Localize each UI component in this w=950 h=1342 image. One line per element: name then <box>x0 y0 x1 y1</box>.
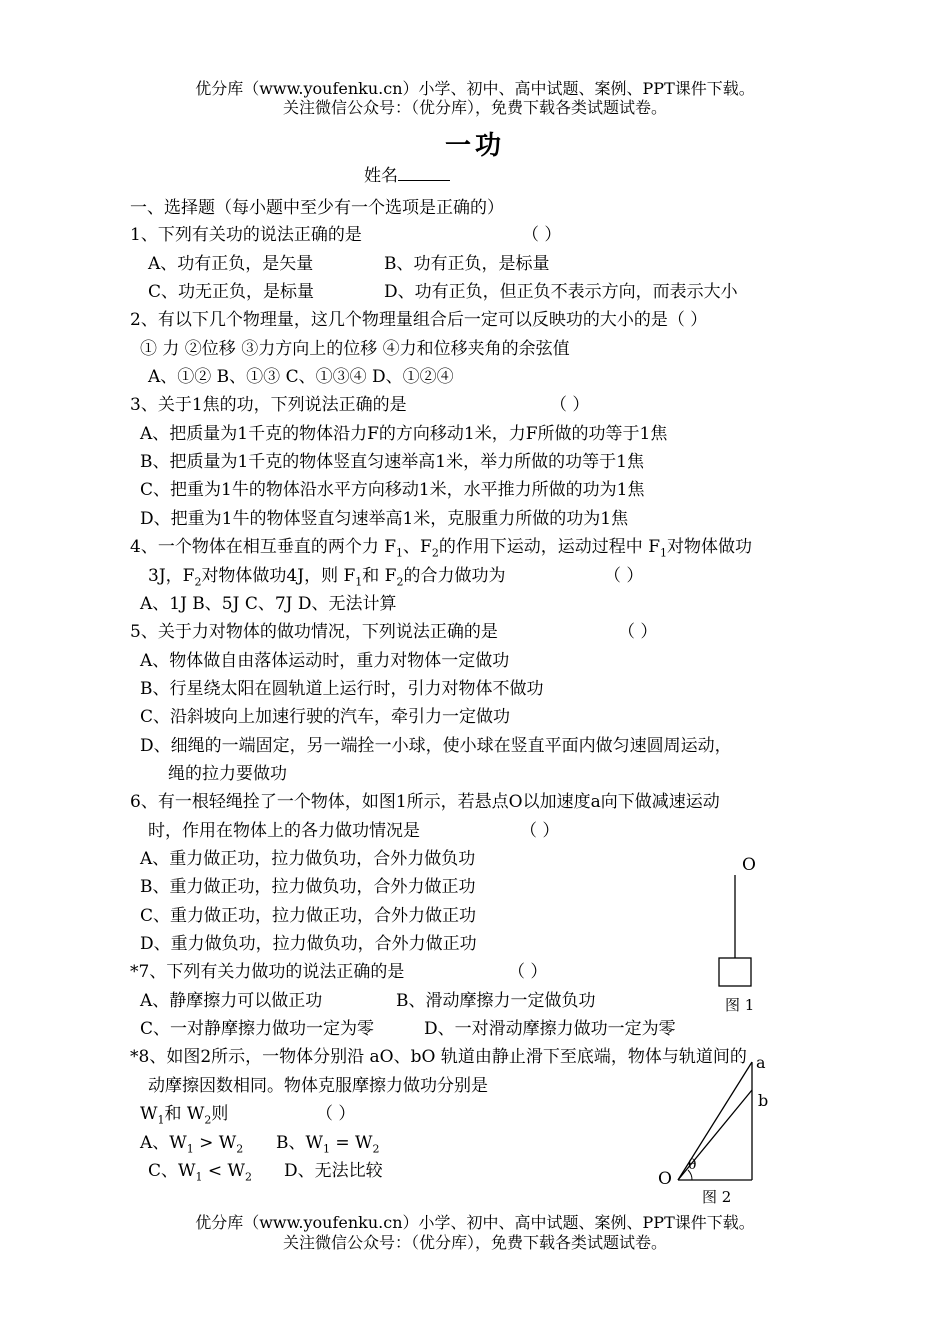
q2-items: ① 力 ②位移 ③力方向上的位移 ④力和位移夹角的余弦值 <box>140 339 570 359</box>
q3-stem: 3、关于1焦的功，下列说法正确的是 <box>130 395 407 415</box>
q4-stem-line-1: 4、一个物体在相互垂直的两个力 $F_1$、$F_2$的作用下运动，运动过程中 $F_1$对物体做功 <box>130 537 753 560</box>
q1-option-c: C、功无正负，是标量 <box>148 282 315 302</box>
q7-option-c: C、一对静摩擦力做功一定为零 <box>140 1019 375 1039</box>
q6-option-d: D、重力做负功，拉力做负功，合外力做正功 <box>140 934 477 954</box>
q5-option-c: C、沿斜坡向上加速行驶的汽车，牵引力一定做功 <box>140 707 511 727</box>
q5-stem: 5、关于力对物体的做功情况，下列说法正确的是 <box>130 622 498 642</box>
q1-answer-paren: （ ） <box>522 225 562 245</box>
q5-answer-paren: （ ） <box>618 622 658 642</box>
fig2-label-a: a <box>756 1053 766 1072</box>
q2-options: A、①② B、①③ C、①③④ D、①②④ <box>148 367 454 387</box>
q1-option-b: B、功有正负，是标量 <box>384 254 550 274</box>
q7-option-a: A、静摩擦力可以做正功 <box>140 991 323 1011</box>
header-line-1: 优分库（www.youfenku.cn）小学、初中、高中试题、案例、PPT课件下载。 <box>195 79 755 98</box>
q3-option-b: B、把质量为1千克的物体竖直匀速举高1米，举力所做的功等于1焦 <box>140 452 644 472</box>
figure-1 <box>700 850 790 1020</box>
q8-option-b: B、$W_1 = W_2$ <box>276 1133 380 1156</box>
q6-stem-line-1: 6、有一根轻绳拴了一个物体，如图1所示，若悬点O以加速度a向下做减速运动 <box>130 792 720 812</box>
figure-2 <box>660 1040 790 1190</box>
q4-answer-paren: （ ） <box>604 566 644 586</box>
q8-stem-line-1: *8、如图2所示，一物体分别沿 aO、bO 轨道由静止滑下至底端，物体与轨道间的 <box>130 1047 747 1067</box>
name-blank <box>398 165 450 181</box>
section-heading: 一、选择题（每小题中至少有一个选项是正确的） <box>130 198 504 218</box>
q3-option-a: A、把质量为1千克的物体沿力F的方向移动1米，力F所做的功等于1焦 <box>140 424 668 444</box>
q6-stem-line-2: 时，作用在物体上的各力做功情况是 <box>148 821 420 841</box>
q2-stem: 2、有以下几个物理量，这几个物理量组合后一定可以反映功的大小的是（ ） <box>130 310 708 330</box>
q8-option-d: D、无法比较 <box>284 1161 383 1181</box>
q5-option-d-line-1: D、细绳的一端固定，另一端拴一小球，使小球在竖直平面内做匀速圆周运动， <box>140 736 732 756</box>
q8-answer-paren: （ ） <box>316 1104 356 1124</box>
q5-option-b: B、行星绕太阳在圆轨道上运行时，引力对物体不做功 <box>140 679 544 699</box>
q8-option-a: A、$W_1 > W_2$ <box>140 1133 244 1156</box>
q8-stem-line-3: $W_1$和 $W_2$则 <box>140 1104 229 1127</box>
q7-option-b: B、滑动摩擦力一定做负功 <box>396 991 596 1011</box>
footer-line-1: 优分库（www.youfenku.cn）小学、初中、高中试题、案例、PPT课件下载。 <box>195 1213 755 1232</box>
q7-answer-paren: （ ） <box>508 962 548 982</box>
q1-option-d: D、功有正负，但正负不表示方向，而表示大小 <box>384 282 738 302</box>
q3-option-d: D、把重为1牛的物体竖直匀速举高1米，克服重力所做的功为1焦 <box>140 509 629 529</box>
q1-option-a: A、功有正负，是矢量 <box>148 254 314 274</box>
q5-option-d-line-2: 绳的拉力要做功 <box>168 764 287 784</box>
name-label: 姓名 <box>364 166 398 186</box>
fig2-label-theta: θ <box>688 1157 697 1173</box>
footer-line-2: 关注微信公众号：（优分库），免费下载各类试题试卷。 <box>282 1233 667 1252</box>
q6-option-a: A、重力做正功，拉力做负功，合外力做负功 <box>140 849 476 869</box>
fig2-label-o: O <box>658 1169 672 1189</box>
q4-options: A、1J B、5J C、7J D、无法计算 <box>140 594 397 614</box>
q1-stem: 1、下列有关功的说法正确的是 <box>130 225 362 245</box>
q6-option-b: B、重力做正功，拉力做负功，合外力做正功 <box>140 877 476 897</box>
q6-option-c: C、重力做正功，拉力做正功，合外力做正功 <box>140 906 477 926</box>
q8-option-c: C、$W_1 < W_2$ <box>148 1161 253 1184</box>
fig2-caption: 图 2 <box>702 1188 732 1206</box>
fig2-label-b: b <box>758 1091 769 1110</box>
fig1-pivot-label: O <box>742 855 756 875</box>
page-title: 一功 <box>444 131 505 161</box>
fig1-caption: 图 1 <box>725 996 755 1014</box>
q3-option-c: C、把重为1牛的物体沿水平方向移动1米，水平推力所做的功为1焦 <box>140 480 645 500</box>
q5-option-a: A、物体做自由落体运动时，重力对物体一定做功 <box>140 651 510 671</box>
q4-stem-line-2: 3J，$F_2$对物体做功4J，则 $F_1$和 $F_2$的合力做功为 <box>148 566 506 589</box>
header-line-2: 关注微信公众号：（优分库），免费下载各类试题试卷。 <box>282 98 667 117</box>
name-field <box>364 165 450 187</box>
q6-answer-paren: （ ） <box>520 821 560 841</box>
q3-answer-paren: （ ） <box>550 395 590 415</box>
hanging-block <box>719 958 751 986</box>
q7-option-d: D、一对滑动摩擦力做功一定为零 <box>424 1019 676 1039</box>
q8-stem-line-2: 动摩擦因数相同。物体克服摩擦力做功分别是 <box>148 1076 488 1096</box>
q7-stem: *7、下列有关力做功的说法正确的是 <box>130 962 405 982</box>
